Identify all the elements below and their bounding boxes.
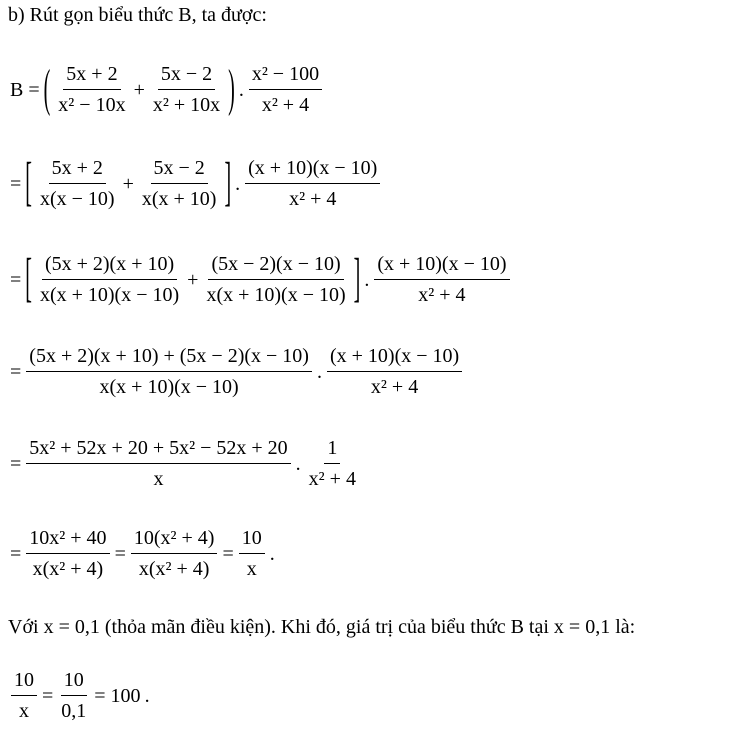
fraction <box>58 668 89 724</box>
numerator: 5x² + 52x + 20 + 5x² − 52x + 20 <box>26 436 290 464</box>
denominator: x(x + 10)(x − 10) <box>39 284 180 306</box>
fraction <box>374 252 509 308</box>
equals-sign: = <box>114 542 126 565</box>
numerator: (5x − 2)(x − 10) <box>208 252 343 280</box>
fraction <box>245 156 380 212</box>
numerator: (x + 10)(x − 10) <box>245 156 380 184</box>
left-bracket: [ <box>25 248 32 309</box>
denominator: x² + 4 <box>289 188 337 210</box>
numerator: 10(x² + 4) <box>131 526 218 554</box>
dot-operator: . <box>364 268 370 291</box>
fraction <box>327 344 462 400</box>
equation-line-6 <box>8 526 277 582</box>
equation-line-1 <box>8 62 325 118</box>
equals-sign: = <box>10 268 22 291</box>
denominator: x² + 4 <box>308 468 356 490</box>
right-paren: ) <box>228 60 235 118</box>
denominator: x² + 10x <box>152 94 221 116</box>
fraction <box>37 252 182 308</box>
equals-sign: = <box>10 172 22 195</box>
fraction <box>249 62 322 118</box>
fraction <box>203 252 348 308</box>
fraction <box>26 526 109 582</box>
fraction <box>239 526 265 582</box>
numerator: (5x + 2)(x + 10) <box>42 252 177 280</box>
plus-sign: + <box>133 78 145 101</box>
result: = 100 <box>94 684 141 707</box>
heading-text: b) Rút gọn biểu thức B, ta được: <box>8 4 267 26</box>
denominator: x(x² + 4) <box>138 558 210 580</box>
lhs-label: B = <box>10 78 40 101</box>
left-bracket: [ <box>25 152 32 213</box>
numerator: 10 <box>239 526 265 554</box>
fraction <box>37 156 118 212</box>
equation-line-3 <box>8 248 513 309</box>
numerator: 10 <box>11 668 37 696</box>
denominator: x <box>246 558 257 580</box>
fraction <box>306 436 359 492</box>
fraction <box>55 62 128 118</box>
fraction <box>26 344 312 400</box>
conclusion-text: Với x = 0,1 (thỏa mãn điều kiện). Khi đó, giá trị của biểu thức B tại x = 0,1 là: <box>8 616 636 638</box>
dot-operator: . <box>295 452 301 475</box>
denominator: x <box>153 468 164 490</box>
fraction <box>131 526 218 582</box>
fraction <box>150 62 223 118</box>
fraction <box>11 668 37 724</box>
numerator: 5x − 2 <box>158 62 215 90</box>
denominator: x² + 4 <box>418 284 466 306</box>
denominator: x² − 10x <box>58 94 126 116</box>
denominator: 0,1 <box>61 700 87 722</box>
equation-line-4 <box>8 344 465 400</box>
numerator: 5x + 2 <box>63 62 120 90</box>
plus-sign: + <box>122 172 134 195</box>
denominator: x <box>19 700 29 722</box>
dot-operator: . <box>316 360 322 383</box>
denominator: x(x + 10) <box>141 188 217 210</box>
numerator: 1 <box>324 436 340 464</box>
period: . <box>144 684 150 707</box>
denominator: x(x² + 4) <box>32 558 104 580</box>
numerator: 10 <box>61 668 87 696</box>
fraction <box>26 436 290 492</box>
denominator: x(x + 10)(x − 10) <box>206 284 346 306</box>
numerator: 5x − 2 <box>151 156 208 184</box>
equation-line-7 <box>8 668 152 724</box>
equals-sign: = <box>10 542 22 565</box>
dot-operator: . <box>235 172 241 195</box>
denominator: x(x + 10)(x − 10) <box>99 376 239 398</box>
numerator: (x + 10)(x − 10) <box>327 344 462 372</box>
denominator: x² + 4 <box>370 376 419 398</box>
plus-sign: + <box>187 268 199 291</box>
equals-sign: = <box>10 452 22 475</box>
equals-sign: = <box>222 542 234 565</box>
numerator: 10x² + 40 <box>26 526 109 554</box>
equation-line-5 <box>8 436 362 492</box>
right-bracket: ] <box>353 248 361 309</box>
right-bracket: ] <box>224 152 232 213</box>
denominator: x² + 4 <box>261 94 310 116</box>
equals-sign: = <box>42 684 54 707</box>
numerator: (x + 10)(x − 10) <box>374 252 509 280</box>
equation-line-2 <box>8 152 383 213</box>
fraction <box>139 156 220 212</box>
left-paren: ( <box>43 60 51 118</box>
equals-sign: = <box>10 360 22 383</box>
period: . <box>269 542 275 565</box>
denominator: x(x − 10) <box>39 188 115 210</box>
dot-operator: . <box>238 78 244 101</box>
numerator: 5x + 2 <box>49 156 106 184</box>
numerator: x² − 100 <box>249 62 322 90</box>
numerator: (5x + 2)(x + 10) + (5x − 2)(x − 10) <box>26 344 312 372</box>
